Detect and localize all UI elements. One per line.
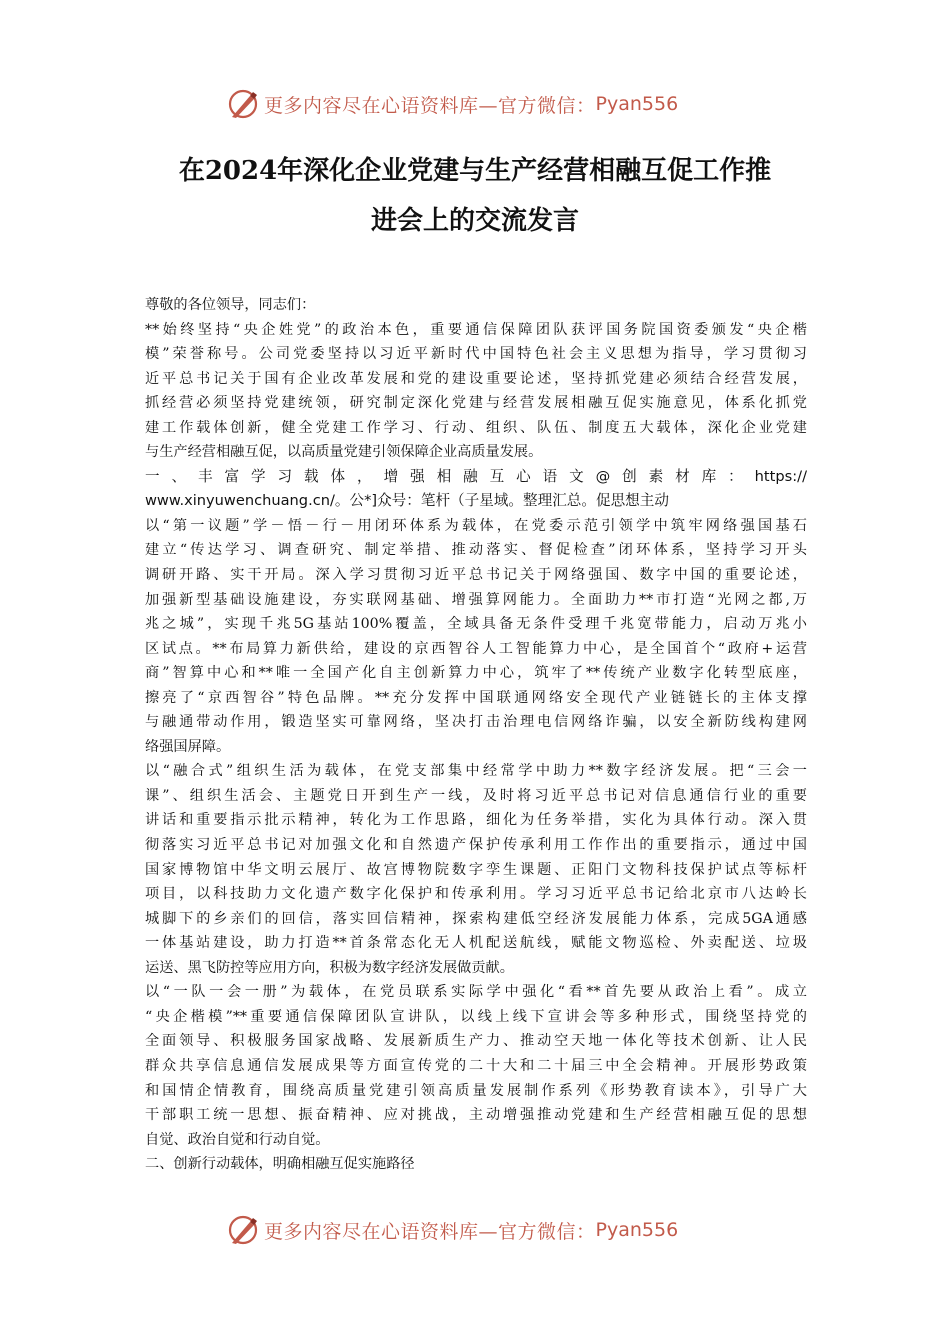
watermark-text: 更多内容尽在心语资料库—官方微信： (264, 94, 596, 117)
body-text-line: 国家博物馆中华文明云展厅、故宫博物院数字孪生课题、正阳门文物科技保护试点等标杆 (145, 861, 807, 878)
body-text-line: “央企楷模”**重要通信保障团队宣讲队，以线上线下宣讲会等多种形式，围绕坚持党的 (145, 1008, 807, 1025)
body-text-line: 以“第一议题”学－悟－行－用闭环体系为载体，在党委示范引领学中筑牢网络强国基石 (145, 517, 807, 534)
body-text-line: 络强国屏障。 (145, 738, 231, 755)
watermark-banner-top (0, 84, 950, 124)
body-text-line: 全面领导、积极服务国家战略、发展新质生产力、推动空天地一体化等技术创新、让人民 (145, 1033, 807, 1050)
watermark-banner-bottom (0, 1210, 950, 1250)
body-text-line: 自觉、政治自觉和行动自觉。 (145, 1131, 330, 1148)
body-text-line: 二、创新行动载体，明确相融互促实施路径 (145, 1156, 415, 1173)
body-text-line: 调研开路、实干开局。深入学习贯彻习近平总书记关于网络强国、数字中国的重要论述， (145, 567, 807, 584)
body-text-line: 以“一队一会一册”为载体，在党员联系实际学中强化“看**首先要从政治上看”。成立 (145, 984, 807, 1001)
body-text-line: 商”智算中心和**唯一全国产化自主创新算力中心，筑牢了**传统产业数字化转型底座， (145, 665, 807, 682)
watermark-text: 更多内容尽在心语资料库—官方微信： (264, 1220, 596, 1243)
watermark-wechat-id: Pyan556 (595, 93, 679, 115)
body-text-line: 与生产经营相融互促，以高质量党建引领保障企业高质量发展。 (145, 444, 543, 461)
body-text-line: 建立“传达学习、调查研究、制定举措、推动落实、督促检查”闭环体系，坚持学习开头 (145, 542, 807, 559)
title-line-1: 在2024年深化企业党建与生产经营相融互促工作推 (178, 156, 772, 186)
body-text-line: 抓经营必须坚持党建统领，研究制定深化党建与经营发展相融互促实施意见，体系化抓党 (145, 395, 807, 412)
body-text-line: 一、丰富学习载体，增强相融互心语文@创素材库：https:// (145, 467, 807, 485)
body-text-line: 兆之城”，实现千兆5G基站100%覆盖，全域具备无条件受理千兆宽带能力，启动万兆小 (145, 616, 807, 633)
body-text-line: 近平总书记关于国有企业改革发展和党的建设重要论述，坚持抓党建必须结合经营发展， (145, 370, 807, 387)
body-text-line: 讲话和重要指示批示精神，转化为工作思路，细化为任务举措，实化为具体行动。深入贯 (145, 812, 807, 829)
body-text-line: 群众共享信息通信发展成果等方面宣传党的二十大和二十届三中全会精神。开展形势政策 (145, 1057, 807, 1074)
body-text-line: 加强新型基础设施建设，夯实联网基础、增强算网能力。全面助力**市打造“光网之都,万 (145, 591, 807, 608)
document-body (145, 293, 807, 1177)
watermark-content (226, 1210, 678, 1250)
body-text-line: 干部职工统一思想、振奋精神、应对挑战，主动增强推动党建和生产经营相融互促的思想 (145, 1107, 807, 1124)
body-text-line: 课”、组织生活会、主题党日开到生产一线，及时将习近平总书记对信息通信行业的重要 (145, 787, 807, 804)
body-text-line: 尊敬的各位领导，同志们： (145, 297, 316, 313)
body-text-line: 与融通带动作用，锻造坚实可靠网络，坚决打击治理电信网络诈骗，以安全新防线构建网 (145, 714, 807, 731)
watermark-content (226, 84, 678, 124)
body-text-line: **始终坚持“央企姓党”的政治本色，重要通信保障团队获评国务院国资委颁发“央企楷 (145, 321, 807, 338)
document-title (120, 146, 830, 246)
body-text-line: 区试点。**布局算力新供给，建设的京西智谷人工智能算力中心，是全国首个“政府+运营 (145, 640, 807, 657)
body-text-line: www.xinyuwenchuang.cn/。公*]众号：笔杆（子星域。整理汇总。促思想主动 (145, 492, 669, 510)
pen-logo-icon (226, 1213, 260, 1247)
body-text-line: 擦亮了“京西智谷”特色品牌。**充分发挥中国联通网络安全现代产业链链长的主体支撑 (145, 689, 807, 706)
body-text-line: 以“融合式”组织生活为载体，在党支部集中经常学中助力**数字经济发展。把“三会一 (145, 763, 807, 780)
body-text-line: 模”荣誉称号。公司党委坚持以习近平新时代中国特色社会主义思想为指导，学习贯彻习 (145, 346, 807, 363)
title-line-2: 进会上的交流发言 (370, 206, 579, 236)
body-text-line: 城脚下的乡亲们的回信，落实回信精神，探索构建低空经济发展能力体系，完成5GA通感 (145, 910, 807, 927)
body-text-line: 建工作载体创新，健全党建工作学习、行动、组织、队伍、制度五大载体，深化企业党建 (145, 419, 807, 436)
watermark-wechat-id: Pyan556 (595, 1219, 679, 1241)
pen-logo-icon (226, 87, 260, 121)
body-text-line: 运送、黑飞防控等应用方向，积极为数字经济发展做贡献。 (145, 959, 514, 976)
body-text-line: 一体基站建设，助力打造**首条常态化无人机配送航线，赋能文物巡检、外卖配送、垃圾 (145, 935, 807, 952)
body-text-line: 项目，以科技助力文化遗产数字化保护和传承利用。学习习近平总书记给北京市八达岭长 (145, 886, 807, 903)
body-text-line: 彻落实习近平总书记对加强文化和自然遗产保护传承利用工作作出的重要指示，通过中国 (145, 837, 807, 854)
body-text-line: 和国情企情教育，围绕高质量党建引领高质量发展制作系列《形势教育读本》，引导广大 (145, 1082, 807, 1099)
